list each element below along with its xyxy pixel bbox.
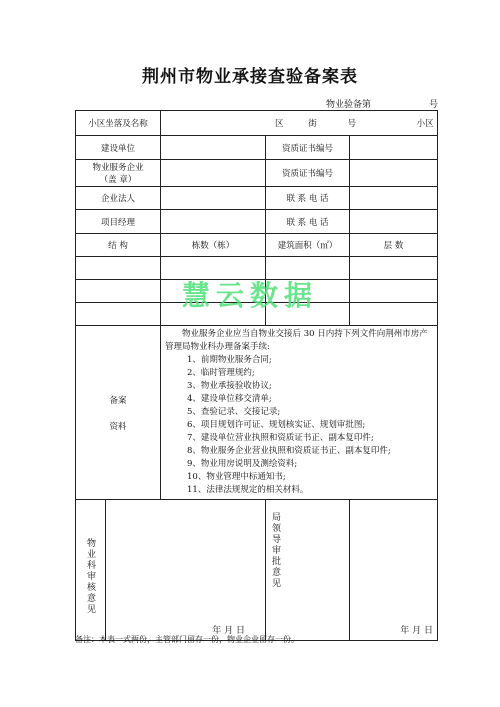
company-stamp-text: （盖 章） [99, 175, 137, 185]
file-number [326, 97, 438, 110]
legal-field[interactable] [161, 187, 266, 210]
area-header: 建筑面积（㎡） [266, 234, 350, 257]
approval-date: 年 月 日 [400, 626, 434, 636]
location-label: 小区坐落及名称 [76, 111, 161, 136]
record-intro: 物业服务企业应当自物业交接后 30 日内持下列文件向荆州市房产管理局物业科办理备案手续: [165, 329, 428, 352]
watermark: 慧云数据 [181, 279, 318, 312]
record-item: 2、临时管理规约; [187, 368, 255, 378]
cert-field-1[interactable] [350, 136, 438, 160]
cert-field-2[interactable] [350, 160, 438, 187]
record-form-table [75, 110, 438, 641]
record-label-top: 备案 [109, 395, 127, 406]
record-item: 11、法律法规规定的相关材料。 [187, 485, 309, 495]
file-number-suffix: 号 [429, 100, 439, 110]
builder-field[interactable] [161, 136, 266, 160]
cert-label-2: 资质证书编号 [266, 160, 350, 187]
review-opinion-field[interactable] [106, 500, 266, 641]
record-item: 4、建设单位移交清单; [187, 394, 272, 404]
review-date: 年 月 日 [212, 626, 246, 636]
buildings-header: 栋数（栋） [161, 234, 266, 257]
manager-field[interactable] [161, 210, 266, 234]
number-label: 号 [347, 119, 356, 129]
record-item: 10、物业管理中标通知书; [187, 472, 286, 482]
company-field[interactable] [161, 160, 266, 187]
builder-label: 建设单位 [76, 136, 161, 160]
location-field[interactable] [161, 111, 438, 136]
phone-field-2[interactable] [350, 210, 438, 234]
footnote: 备注：本表一式两份，主管部门留存一份，物业企业留存一份。 [75, 635, 299, 644]
record-label [76, 326, 161, 500]
community-label: 小区 [416, 119, 434, 129]
cert-label-1: 资质证书编号 [266, 136, 350, 160]
manager-label: 项目经理 [76, 210, 161, 234]
phone-field-1[interactable] [350, 187, 438, 210]
phone-label-2: 联 系 电 话 [266, 210, 350, 234]
structure-header: 结 构 [76, 234, 161, 257]
phone-label-1: 联 系 电 话 [266, 187, 350, 210]
company-label [76, 160, 161, 187]
company-label-text: 物业服务企业 [92, 163, 144, 173]
record-item: 3、物业承接验收协议; [187, 381, 272, 391]
approval-opinion-field[interactable] [350, 500, 438, 641]
floors-header: 层 数 [350, 234, 438, 257]
page-title: 荆州市物业承接查验备案表 [142, 67, 358, 87]
district-label: 区 [275, 119, 284, 129]
record-item: 7、建设单位营业执照和资质证书正、副本复印件; [187, 433, 374, 443]
record-documents [161, 326, 438, 500]
record-item: 6、项目规划许可证、规划核实证、规划审批图; [187, 420, 366, 430]
review-label: 物业科审核意见 [85, 537, 95, 615]
record-item: 1、前期物业服务合同; [187, 355, 272, 365]
record-label-bottom: 资料 [109, 421, 127, 432]
review-label-cell [76, 500, 106, 641]
street-label: 街 [308, 119, 317, 129]
record-item: 5、查验记录、交接记录; [187, 407, 281, 417]
record-item: 9、物业用房说明及测绘资料; [187, 459, 298, 469]
record-item: 8、物业服务企业营业执照和资质证书正、副本复印件; [187, 446, 391, 456]
approval-label-cell [266, 500, 350, 641]
file-number-prefix: 物业验备第 [326, 100, 372, 110]
legal-label: 企业法人 [76, 187, 161, 210]
approval-label: 局领导审批意见 [270, 512, 281, 589]
